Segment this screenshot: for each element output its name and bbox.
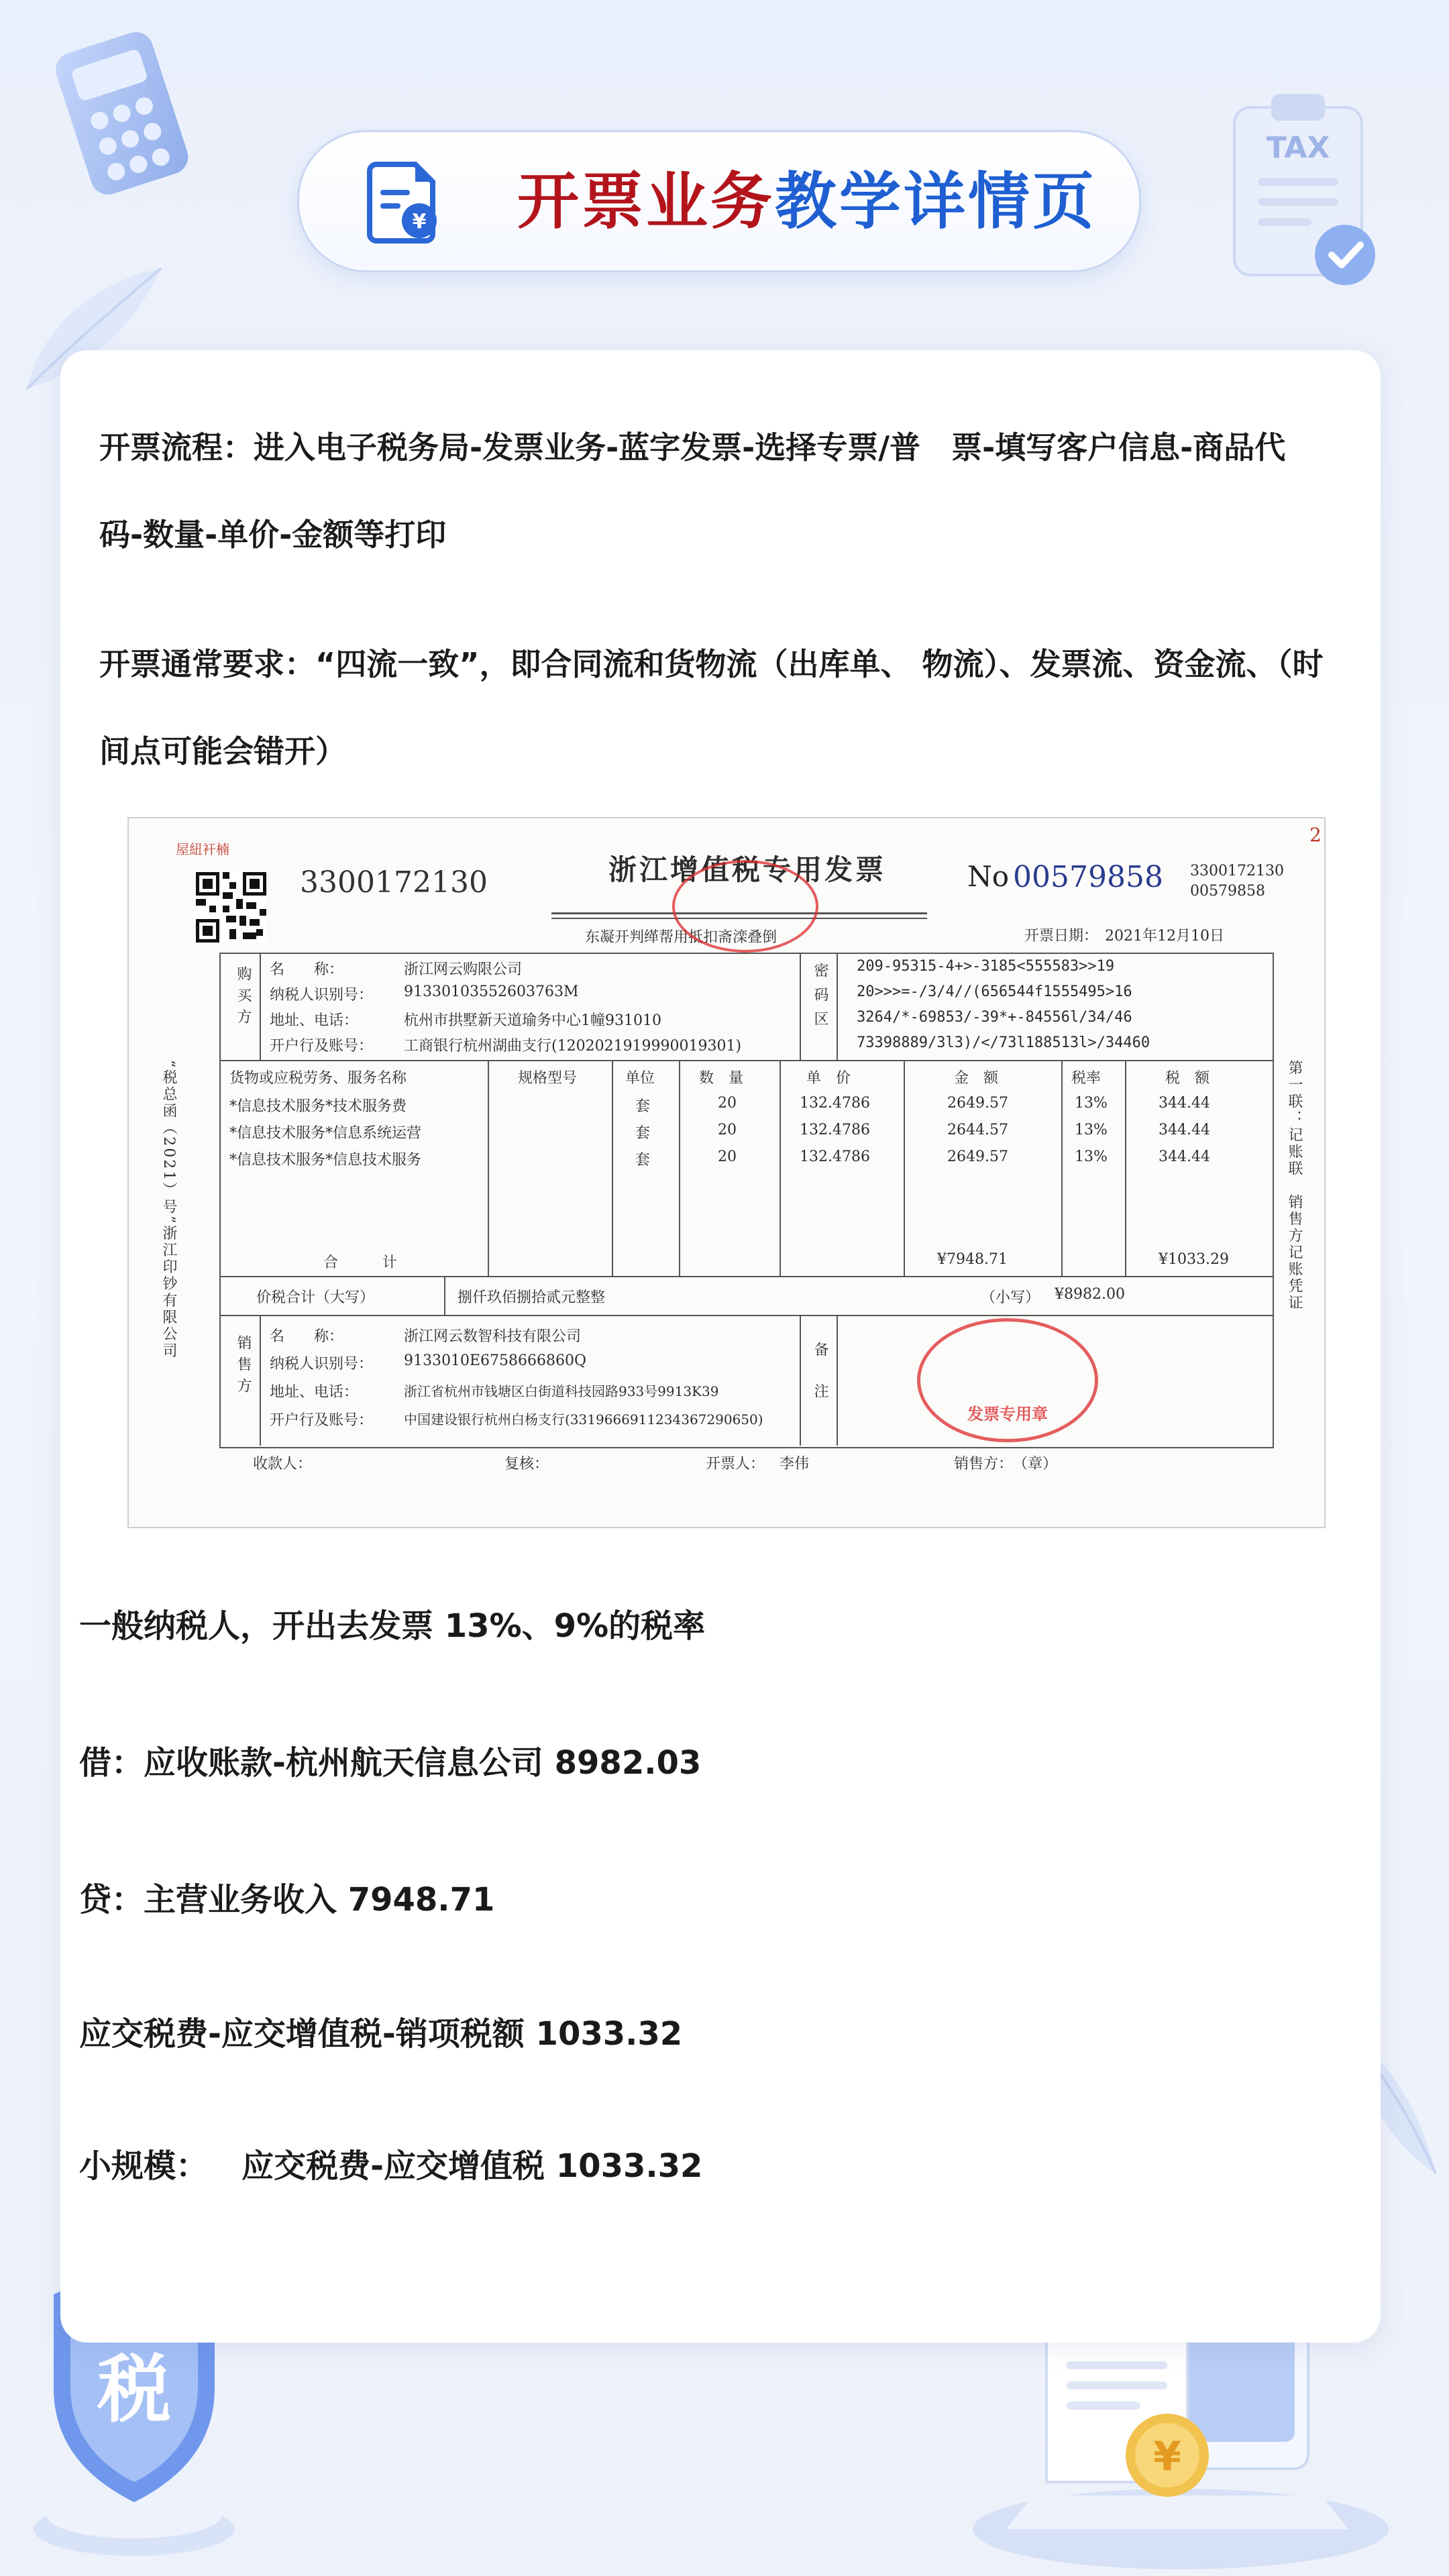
- page-title: [517, 162, 1097, 242]
- svg-text:税: 税: [97, 2347, 171, 2432]
- debit-entry: 借：应收账款-杭州航天信息公司 8982.03: [79, 1744, 702, 1782]
- invoice-copy-number: 2: [1309, 824, 1322, 846]
- seller-section-label: 销售方: [235, 1335, 252, 1399]
- item-tax: 344.44: [1159, 1095, 1210, 1112]
- total-label: 合 计: [323, 1254, 398, 1271]
- item-price: 132.4786: [800, 1095, 870, 1112]
- grand-total-label: 价税合计（大写）: [256, 1289, 375, 1306]
- item-name: *信息技术服务*信息系统运营: [229, 1125, 422, 1142]
- small-scale-entry: 小规模： 应交税费-应交增值税 1033.32: [79, 2147, 703, 2185]
- item-tax: 344.44: [1159, 1122, 1210, 1138]
- seller-stamp-text: 发票专用章: [967, 1404, 1048, 1424]
- item-unit: 套: [635, 1152, 651, 1169]
- invoice-left-side-text: “税总函（2021）号”浙江印钞有限公司: [160, 1060, 177, 1360]
- cipher-label: 密码区: [812, 963, 828, 1035]
- document-yen-icon: [363, 159, 446, 245]
- col-unit: 单位: [625, 1070, 655, 1087]
- seller-address-label: 地址、电话：: [270, 1384, 359, 1401]
- page-title-red: 开票业务: [517, 166, 775, 237]
- remark-label: 备注: [812, 1342, 828, 1425]
- cipher-line-4: 73398889/3l3)/</73l188513l>/34460: [857, 1034, 1150, 1051]
- item-name: *信息技术服务*信息技术服务: [229, 1152, 422, 1169]
- seller-taxid-label: 纳税人识别号：: [270, 1356, 374, 1373]
- item-qty: 20: [718, 1095, 737, 1112]
- drawer-name: 李伟: [780, 1456, 810, 1472]
- invoice-subtitle: 东凝开判缂帮用抵扣斋滦叠倒: [585, 929, 777, 946]
- item-qty: 20: [718, 1148, 737, 1165]
- item-rate: 13%: [1075, 1095, 1108, 1112]
- grand-total-small: ¥8982.00: [1055, 1286, 1125, 1303]
- invoice-date: 2021年12月10日: [1105, 928, 1224, 945]
- invoice-flow-text: 开票流程：进入电子税务局-发票业务-蓝字发票-选择专票/普 票-填写客户信息-商品代码-数量-单价-金额等打印: [99, 429, 1286, 553]
- drawer-label: 开票人：: [706, 1456, 765, 1472]
- invoice-date-label: 开票日期：: [1024, 928, 1099, 945]
- grand-total-small-label: （小写）: [981, 1289, 1040, 1306]
- seller-name-label: 名 称：: [270, 1328, 344, 1345]
- calculator-icon: [27, 20, 215, 221]
- item-price: 132.4786: [800, 1148, 870, 1165]
- vat-invoice: [127, 817, 1326, 1528]
- buyer-name-label: 名 称：: [270, 961, 344, 978]
- credit-entry: 贷：主营业务收入 7948.71: [79, 1881, 495, 1919]
- buyer-address: 杭州市拱墅新天道瑜务中心1幢931010: [404, 1012, 661, 1029]
- svg-text:¥: ¥: [1153, 2433, 1181, 2480]
- item-amount: 2649.57: [947, 1148, 1008, 1165]
- buyer-bank-label: 开户行及账号：: [270, 1038, 374, 1055]
- reviewer-label: 复核：: [504, 1456, 549, 1472]
- item-unit: 套: [635, 1098, 651, 1115]
- item-name: *信息技术服务*技术服务费: [229, 1098, 407, 1115]
- page-header: [297, 130, 1141, 272]
- invoice-corner-label: 屋紐衦楠: [176, 841, 229, 857]
- svg-text:¥: ¥: [412, 210, 427, 233]
- buyer-section-label: 购买方: [235, 966, 252, 1030]
- col-tax: 税 额: [1165, 1070, 1210, 1087]
- seller-name: 浙江网云数智科技有限公司: [404, 1328, 582, 1345]
- invoice-side-code: 3300172130: [1190, 863, 1284, 879]
- col-goods: 货物或应税劳务、服务名称: [229, 1070, 407, 1087]
- item-unit: 套: [635, 1125, 651, 1142]
- page-title-blue: 教学详情页: [775, 166, 1097, 237]
- tax-rate-note: 一般纳税人，开出去发票 13%、9%的税率: [79, 1607, 706, 1645]
- invoice-code: 3300172130: [300, 865, 488, 900]
- tax-payable-entry: 应交税费-应交增值税-销项税额 1033.32: [79, 2015, 683, 2053]
- invoice-side-number: 00579858: [1190, 883, 1265, 900]
- buyer-taxid: 91330103552603763M: [404, 983, 579, 1000]
- item-amount: 2649.57: [947, 1095, 1008, 1112]
- seller-invoice-stamp: [917, 1318, 1098, 1442]
- item-price: 132.4786: [800, 1122, 870, 1138]
- seller-sign-label: 销售方： （章）: [954, 1456, 1058, 1472]
- seller-address: 浙江省杭州市钱塘区白街道科技园路933号9913K39: [404, 1383, 719, 1399]
- seller-bank: 中国建设银行杭州白杨支行(3319666911234367290650): [404, 1411, 763, 1428]
- seller-taxid: 9133010E6758666860Q: [404, 1352, 587, 1369]
- tax-bureau-stamp: [672, 860, 818, 953]
- col-qty: 数 量: [699, 1070, 744, 1087]
- tax-clipboard-icon: [1208, 80, 1395, 309]
- invoice-requirement-text: 开票通常要求：“四流一致”，即合同流和货物流（出库单、 物流）、发票流、资金流、（时间点可能会错开）: [99, 646, 1324, 769]
- item-tax: 344.44: [1159, 1148, 1210, 1165]
- qr-code: [196, 872, 266, 943]
- buyer-name: 浙江网云购限公司: [404, 961, 523, 978]
- col-rate: 税率: [1071, 1070, 1102, 1087]
- buyer-bank: 工商银行杭州湖曲支行(1202021919990019301): [404, 1038, 742, 1055]
- total-amount: ¥7948.71: [937, 1251, 1008, 1268]
- item-qty: 20: [718, 1122, 737, 1138]
- buyer-taxid-label: 纳税人识别号：: [270, 987, 374, 1004]
- col-spec: 规格型号: [518, 1070, 578, 1087]
- buyer-address-label: 地址、电话：: [270, 1012, 359, 1029]
- svg-text:TAX: TAX: [1266, 131, 1330, 165]
- invoice-title: 浙江增值税专用发票: [608, 853, 887, 886]
- cipher-line-3: 3264/*-69853/-39*+-84556l/34/46: [857, 1009, 1132, 1026]
- item-rate: 13%: [1075, 1122, 1108, 1138]
- invoice-no-label: No: [967, 860, 1010, 893]
- item-rate: 13%: [1075, 1148, 1108, 1165]
- cipher-line-1: 209-95315-4+>-3185<555583>>19: [857, 958, 1115, 975]
- invoice-number: 00579858: [1013, 860, 1163, 894]
- cipher-line-2: 20>>>=-/3/4//(656544f1555495>16: [857, 983, 1132, 1000]
- col-amount: 金 额: [954, 1070, 999, 1087]
- invoice-right-side-text: 第一联：记账联 销售方记账凭证: [1286, 1060, 1303, 1311]
- payee-label: 收款人：: [253, 1456, 313, 1472]
- grand-total-upper: 捌仟玖佰捌拾贰元整整: [458, 1289, 606, 1306]
- col-price: 单 价: [806, 1070, 851, 1087]
- total-tax: ¥1033.29: [1159, 1251, 1229, 1268]
- seller-bank-label: 开户行及账号：: [270, 1412, 374, 1429]
- item-amount: 2644.57: [947, 1122, 1008, 1138]
